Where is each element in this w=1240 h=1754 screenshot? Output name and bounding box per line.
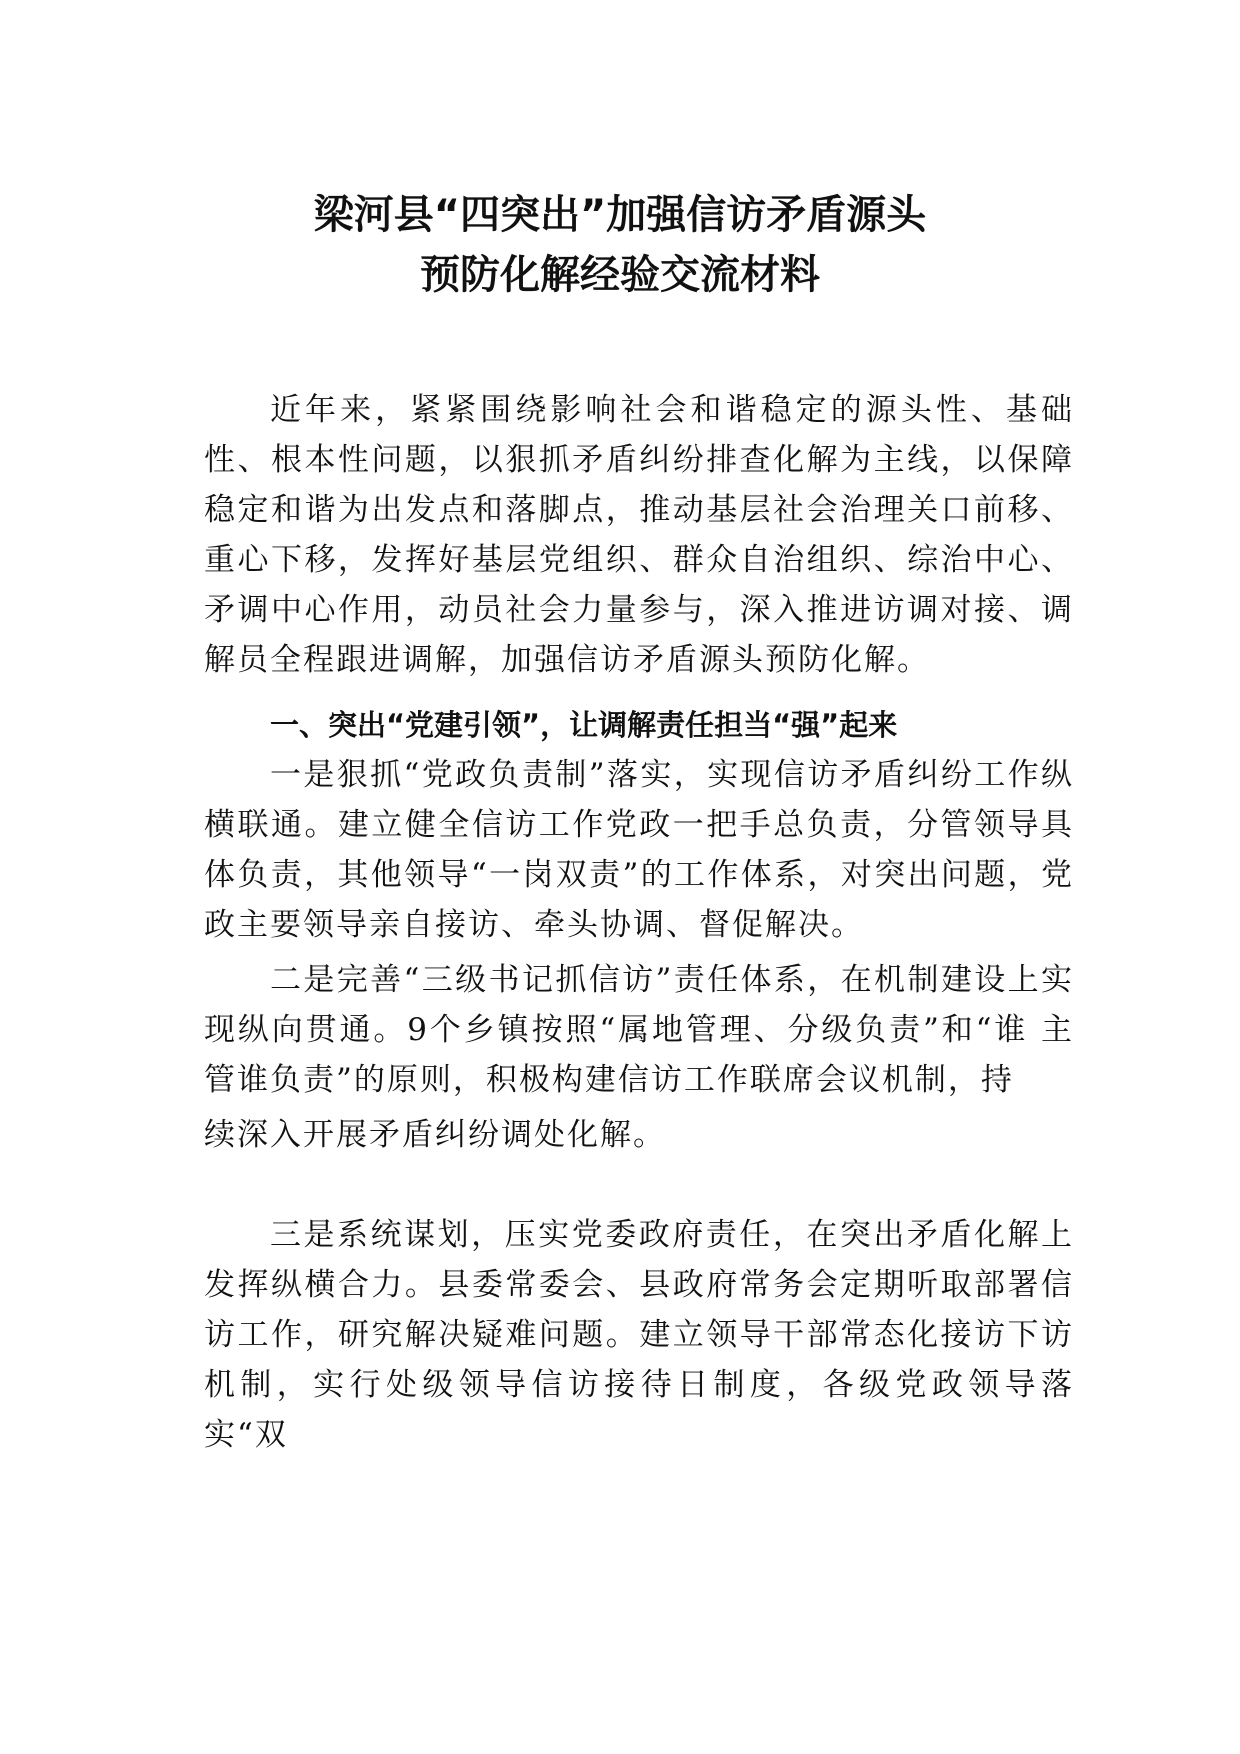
document-title-line1: 梁河县“四突出”加强信访矛盾源头	[313, 192, 927, 238]
paragraph-3: 三是系统谋划，压实党委政府责任，在突出矛盾化解上发挥纵横合力。县委常委会、县政府常务会定期听取部署信访工作，研究解决疑难问题。建立领导干部常态化接访下访机制，实行处级领导信访接待日制度，各级党政领导落实“双	[204, 1217, 1074, 1453]
paragraph-2-part-1: 二是完善“三级书记抓信访”责任体系，在机制建设上实现纵向贯通。9个乡镇按照“属地管理、分级负责”和“谁 主管谁负责”的原则，积极构建信访工作联席会议机制，持	[204, 962, 1074, 1098]
paragraph-2-part-2: 续深入开展矛盾纠纷调处化解。	[204, 1117, 666, 1153]
intro-paragraph: 近年来，紧紧围绕影响社会和谐稳定的源头性、基础性、根本性问题，以狠抓矛盾纠纷排查化解为主线，以保障稳定和谐为出发点和落脚点，推动基层社会治理关口前移、重心下移，发挥好基层党组织、群众自治组织、综治中心、矛调中心作用，动员社会力量参与，深入推进访调对接、调解员全程跟进调解，加强信访矛盾源头预防化解。	[204, 392, 1074, 678]
section-heading-1: 一、突出“党建引领”，让调解责任担当“强”起来	[270, 708, 898, 742]
document-title-line2: 预防化解经验交流材料	[420, 252, 820, 298]
paragraph-1: 一是狠抓“党政负责制”落实，实现信访矛盾纠纷工作纵横联通。建立健全信访工作党政一把手总负责，分管领导具体负责，其他领导“一岗双责”的工作体系，对突出问题，党政主要领导亲自接访、牵头协调、督促解决。	[204, 757, 1074, 943]
